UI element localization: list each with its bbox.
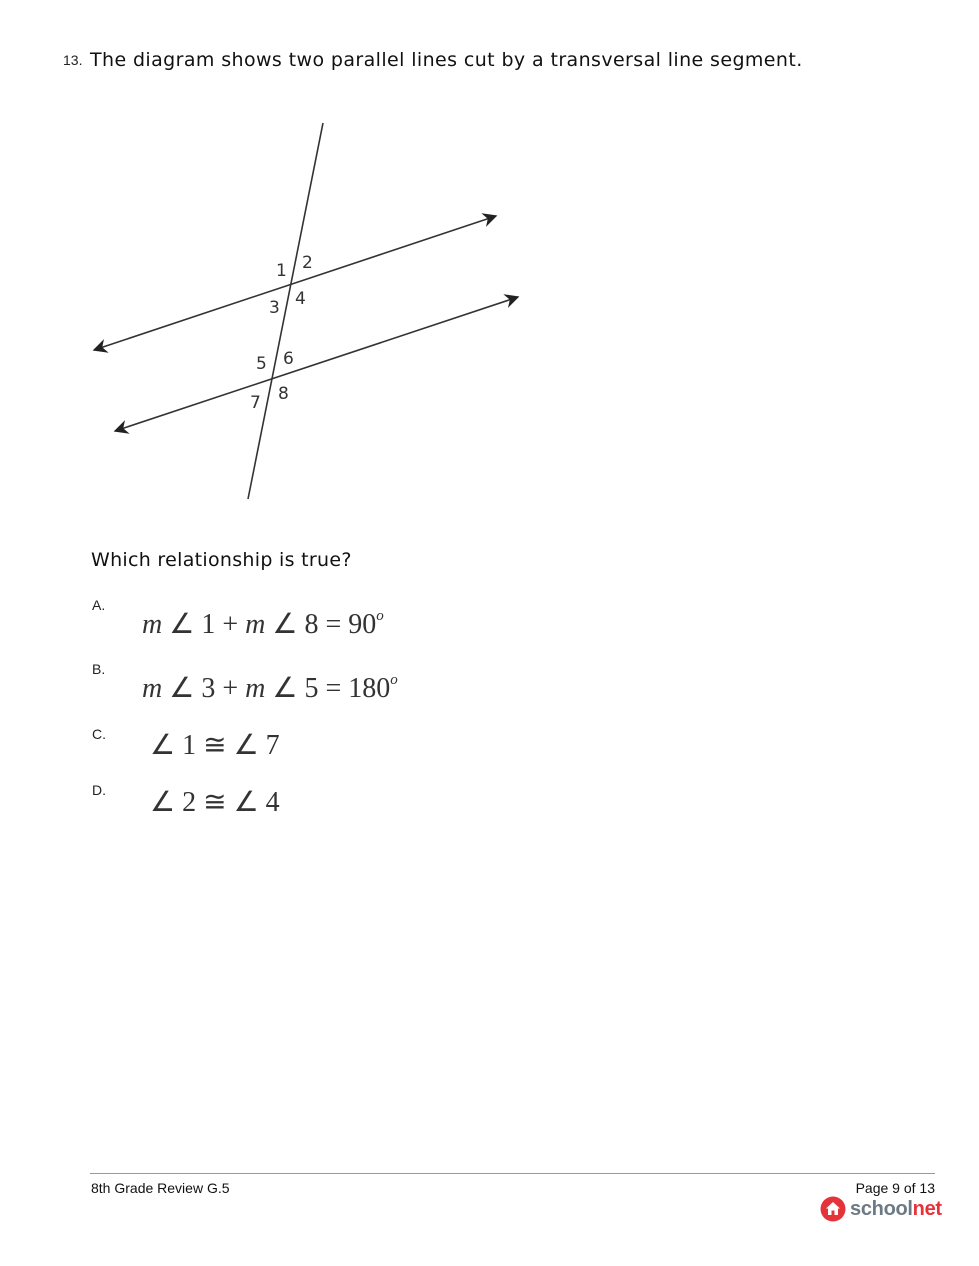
question-prompt: Which relationship is true?: [91, 549, 352, 571]
house-icon: [820, 1196, 846, 1222]
angle-label-3: 3: [269, 298, 280, 318]
option-b-expression[interactable]: m ∠ 3 + m ∠ $5 = 180^o$: [142, 672, 398, 704]
page-number: Page 9 of 13: [855, 1180, 935, 1196]
angle-label-2: 2: [302, 253, 313, 273]
angle-label-8: 8: [278, 384, 289, 404]
option-a-letter: A.: [92, 597, 106, 613]
angle-label-4: 4: [295, 289, 306, 309]
angle-label-1: 1: [276, 261, 287, 281]
option-d-expression[interactable]: ∠ 2 ≅ ∠ 4: [150, 787, 280, 818]
angle-label-6: 6: [283, 349, 294, 369]
option-d-letter: D.: [92, 782, 106, 798]
angle-label-5: 5: [256, 354, 267, 374]
transversal-line: [248, 123, 323, 499]
option-c-expression[interactable]: ∠ 1 ≅ ∠ 7: [150, 730, 280, 761]
question-text: The diagram shows two parallel lines cut by a transversal line segment.: [90, 49, 803, 71]
parallel-lines-diagram: [80, 110, 540, 510]
question-number: 13.: [63, 52, 83, 68]
schoolnet-logo: [820, 1196, 942, 1222]
footer-divider: [90, 1173, 935, 1174]
option-a-expression[interactable]: m ∠ 1 + m ∠ $8 = 90^o$: [142, 608, 384, 640]
lower-parallel-line: [115, 297, 518, 431]
upper-parallel-line: [94, 216, 496, 350]
option-b-letter: B.: [92, 661, 106, 677]
angle-label-7: 7: [250, 393, 261, 413]
option-c-letter: C.: [92, 726, 106, 742]
logo-wordmark: schoolnet: [850, 1197, 942, 1220]
footer-title: 8th Grade Review G.5: [91, 1180, 230, 1196]
